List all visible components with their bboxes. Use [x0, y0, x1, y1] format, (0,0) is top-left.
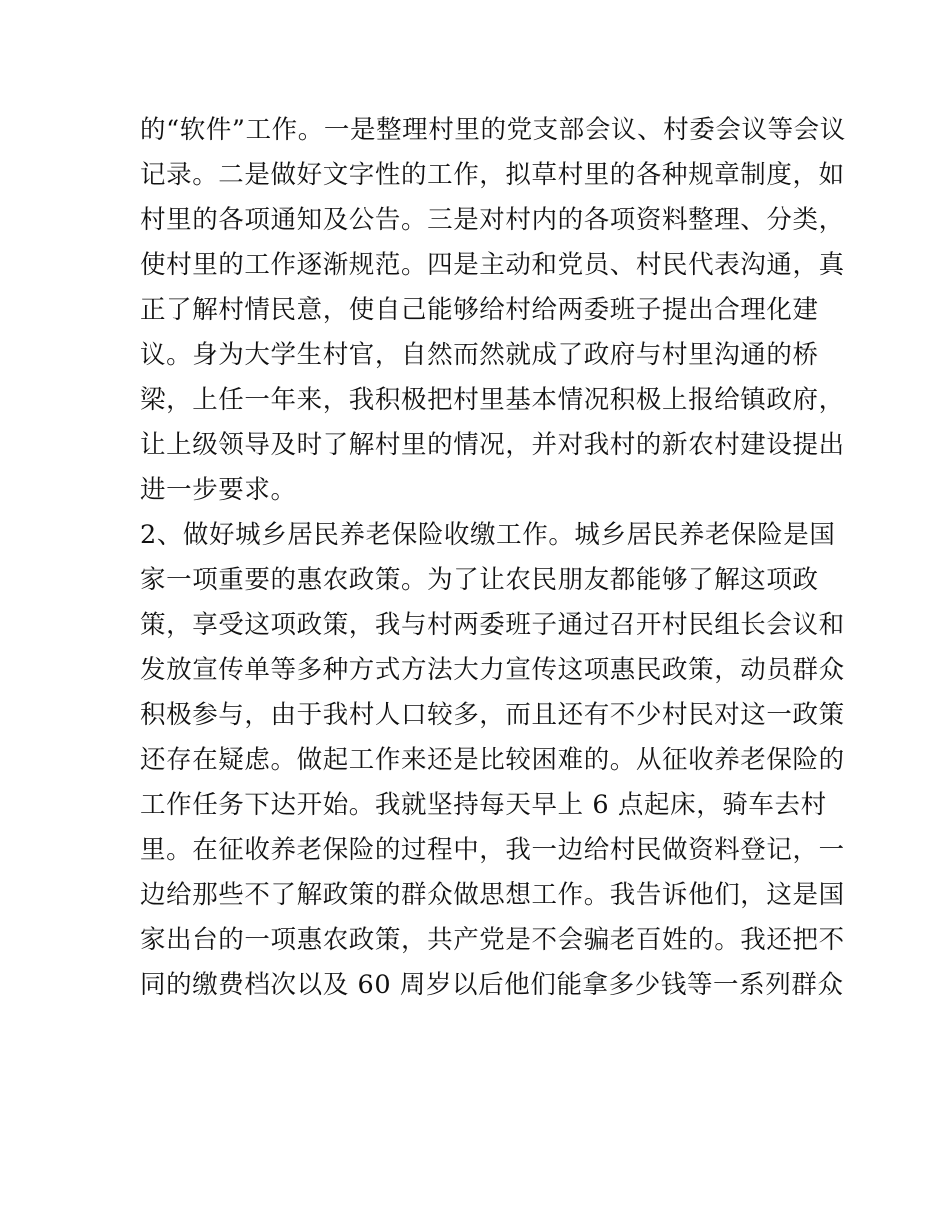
text-line: 记录。二是做好文字性的工作，拟草村里的各种规章制度，如 [140, 160, 845, 190]
text-line: 梁，上任一年来，我积极把村里基本情况积极上报给镇政府， [140, 385, 845, 415]
text-line: 积极参与，由于我村人口较多，而且还有不少村民对这一政策 [140, 700, 845, 730]
text-line: 正了解村情民意，使自己能够给村给两委班子提出合理化建 [140, 295, 819, 325]
text-line: 让上级领导及时了解村里的情况，并对我村的新农村建设提出 [140, 430, 845, 460]
text-line: 策，享受这项政策，我与村两委班子通过召开村民组长会议和 [140, 610, 845, 640]
text-line: 使村里的工作逐渐规范。四是主动和党员、村民代表沟通，真 [140, 250, 845, 280]
section-heading-line: 2、做好城乡居民养老保险收缴工作。城乡居民养老保险是国 [140, 520, 836, 550]
text-line: 议。身为大学生村官，自然而然就成了政府与村里沟通的桥 [140, 340, 819, 370]
text-line: 里。在征收养老保险的过程中，我一边给村民做资料登记，一 [140, 835, 845, 865]
text-line: 进一步要求。 [140, 475, 297, 505]
text-line: 边给那些不了解政策的群众做思想工作。我告诉他们，这是国 [140, 880, 845, 910]
text-line: 的“软件”工作。一是整理村里的党支部会议、村委会议等会议 [140, 115, 846, 145]
text-line: 发放宣传单等多种方式方法大力宣传这项惠民政策，动员群众 [140, 655, 845, 685]
text-line: 家一项重要的惠农政策。为了让农民朋友都能够了解这项政 [140, 565, 819, 595]
text-line: 还存在疑虑。做起工作来还是比较困难的。从征收养老保险的 [140, 745, 845, 775]
body-text [140, 108, 846, 1008]
text-line: 同的缴费档次以及 60 周岁以后他们能拿多少钱等一系列群众 [140, 970, 844, 1000]
text-line: 工作任务下达开始。我就坚持每天早上 6 点起床，骑车去村 [140, 790, 827, 820]
text-line: 家出台的一项惠农政策，共产党是不会骗老百姓的。我还把不 [140, 925, 845, 955]
text-line: 村里的各项通知及公告。三是对村内的各项资料整理、分类， [140, 205, 845, 235]
